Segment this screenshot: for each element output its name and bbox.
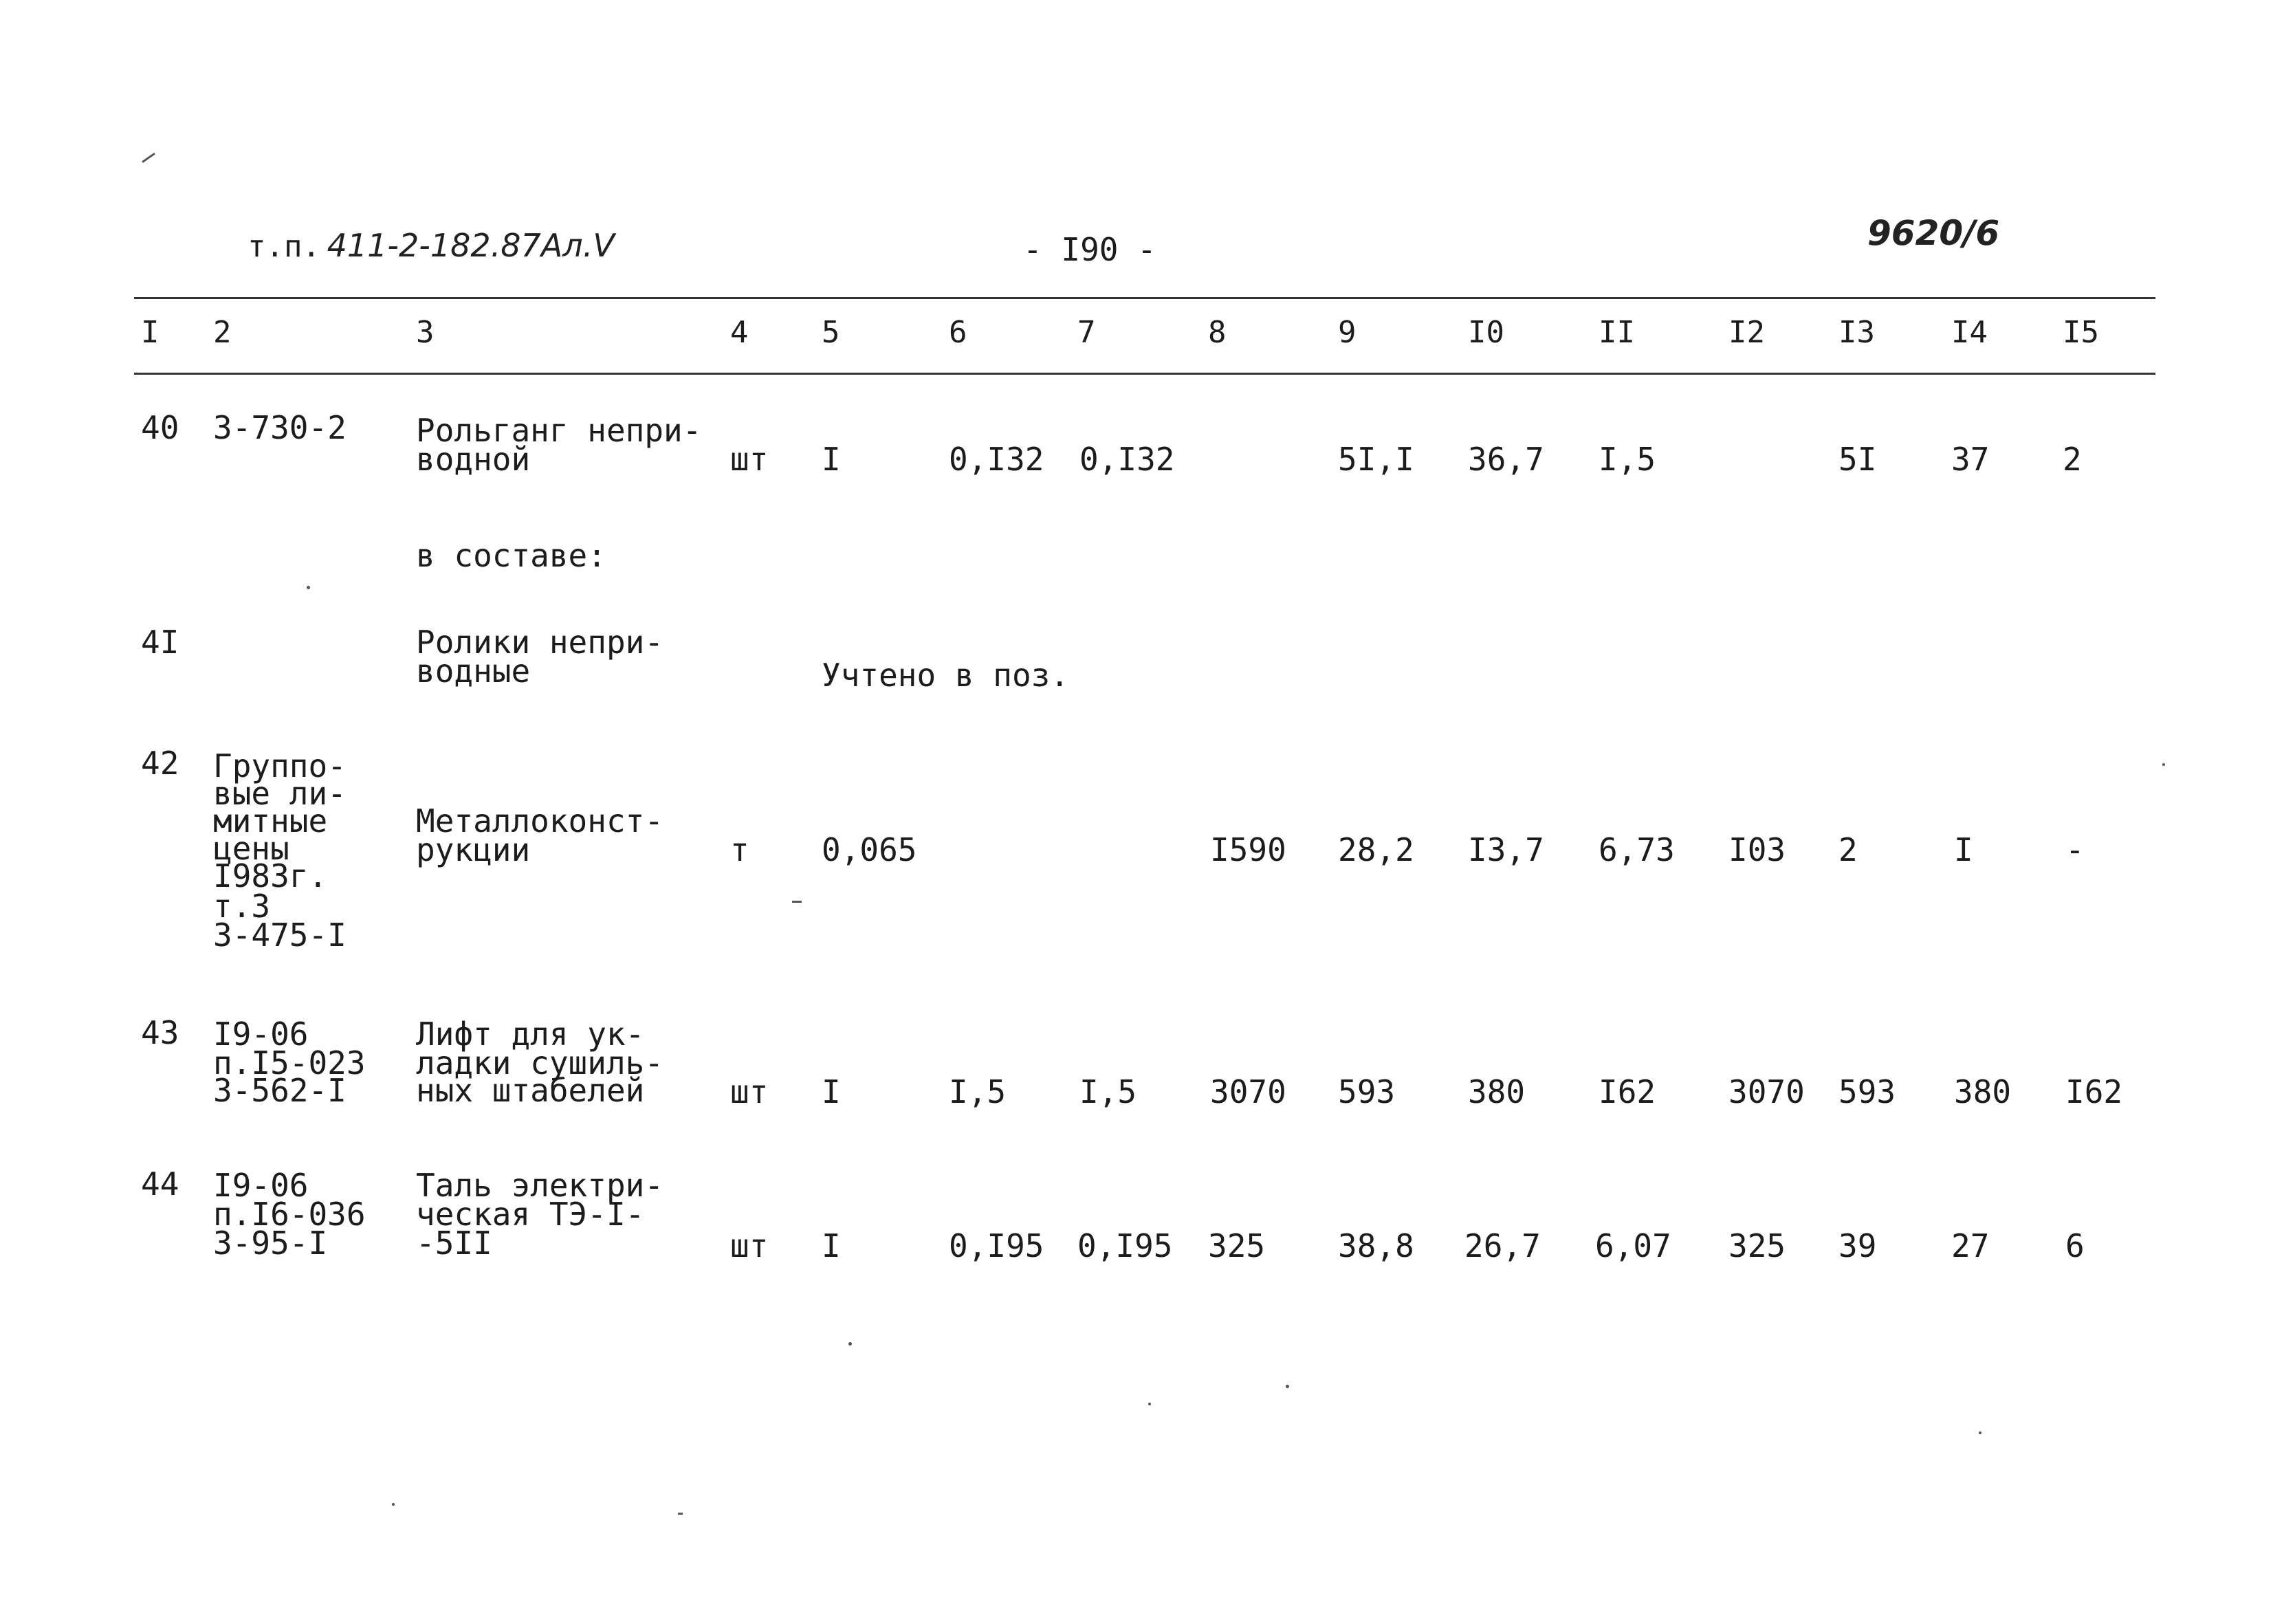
col-header-7: 7 — [1077, 315, 1096, 350]
row-col9: 593 — [1338, 1073, 1396, 1110]
row-name-line: водные — [416, 652, 531, 690]
row-name-line: Лифт для ук- — [416, 1016, 645, 1053]
scan-speck — [307, 586, 310, 589]
corner-mark — [142, 153, 155, 163]
row-col5: I — [822, 1227, 841, 1264]
row-col7: 0,I95 — [1077, 1227, 1173, 1264]
row-name-line: Металлоконст- — [416, 802, 664, 840]
col-header-5: 5 — [822, 315, 840, 350]
row-col6: 0,I32 — [949, 441, 1044, 478]
row-number: 42 — [141, 745, 179, 782]
scan-speck — [1979, 1431, 1981, 1434]
row-col6: I,5 — [949, 1073, 1007, 1110]
col-header-9: 9 — [1338, 315, 1357, 350]
scan-speck — [392, 1503, 395, 1506]
row-col10: 36,7 — [1468, 441, 1544, 478]
row-code-line: I9-06 — [213, 1167, 309, 1204]
row-name-line: ческая ТЭ-I- — [416, 1196, 645, 1233]
row-name-line: Ролики непри- — [416, 624, 664, 661]
row-col10: 26,7 — [1464, 1227, 1541, 1264]
row-col15: 6 — [2065, 1227, 2085, 1264]
row-name-line: ных штабелей — [416, 1072, 645, 1109]
row-name-line: Рольганг непри- — [416, 412, 702, 449]
doc-code-handwritten: 9620/6 — [1867, 213, 2000, 253]
row-col10: I3,7 — [1468, 831, 1544, 868]
row-code-line: п.I5-023 — [213, 1044, 366, 1082]
row-col6: 0,I95 — [949, 1227, 1044, 1264]
col-header-12: I2 — [1728, 315, 1765, 350]
row-code-line: т.3 — [213, 888, 271, 925]
col-header-6: 6 — [949, 315, 967, 350]
row-col13: 593 — [1838, 1073, 1896, 1110]
row-note: Учтено в поз. — [822, 657, 1070, 694]
row-col11: 6,73 — [1599, 831, 1675, 868]
row-col12: 325 — [1728, 1227, 1786, 1264]
col-header-3: 3 — [416, 315, 435, 350]
scan-speck — [848, 1342, 852, 1346]
row-col5: 0,065 — [822, 831, 917, 868]
doc-ref-prefix: т.п. — [248, 229, 320, 264]
row-unit: т — [730, 831, 749, 868]
row-code-line: I983г. — [213, 857, 328, 895]
row-name-line: водной — [416, 441, 531, 478]
row-col12: I03 — [1728, 831, 1786, 868]
row-name-line: Таль электри- — [416, 1167, 664, 1204]
row-col11: 6,07 — [1595, 1227, 1671, 1264]
row-col14: 27 — [1951, 1227, 1990, 1264]
row-col11: I62 — [1599, 1073, 1656, 1110]
col-header-4: 4 — [730, 315, 749, 350]
row-number: 4I — [141, 624, 179, 661]
row-col8: 325 — [1208, 1227, 1266, 1264]
row-code-line: 3-475-I — [213, 917, 347, 954]
row-number: 43 — [141, 1014, 179, 1051]
row-code-line: цены — [213, 830, 289, 867]
scan-speck — [1286, 1385, 1289, 1388]
row-col13: 5I — [1838, 441, 1877, 478]
scan-speck — [2162, 763, 2165, 766]
scan-speck — [792, 901, 802, 903]
row-col9: 38,8 — [1338, 1227, 1414, 1264]
row-col5: I — [822, 1073, 841, 1110]
row-code-line: п.I6-036 — [213, 1196, 366, 1233]
col-header-13: I3 — [1838, 315, 1875, 350]
row-col14: 37 — [1951, 441, 1990, 478]
doc-ref-handwritten: 411-2-182.87Ал.V — [327, 227, 615, 264]
col-header-8: 8 — [1208, 315, 1227, 350]
row-number: 40 — [141, 409, 179, 446]
row-code-line: Группо- — [213, 747, 347, 784]
row-col7: I,5 — [1079, 1073, 1137, 1110]
row-col7: 0,I32 — [1079, 441, 1175, 478]
col-header-15: I5 — [2063, 315, 2099, 350]
row-col15: - — [2065, 831, 2085, 868]
col-header-1: I — [141, 315, 160, 350]
subsection-label: в составе: — [416, 537, 606, 574]
header-top-rule — [134, 297, 2155, 299]
col-header-14: I4 — [1951, 315, 1988, 350]
row-col5: I — [822, 441, 841, 478]
row-number: 44 — [141, 1165, 179, 1203]
row-col14: I — [1954, 831, 1973, 868]
row-name-line: -5II — [416, 1225, 492, 1262]
row-unit: шт — [730, 1227, 769, 1264]
row-unit: шт — [730, 1073, 769, 1110]
row-col8: 3070 — [1210, 1073, 1286, 1110]
row-code-line: 3-95-I — [213, 1225, 328, 1262]
scan-speck — [1148, 1403, 1151, 1405]
row-col15: I62 — [2065, 1073, 2123, 1110]
col-header-2: 2 — [213, 315, 232, 350]
row-col9: 5I,I — [1338, 441, 1414, 478]
row-col10: 380 — [1468, 1073, 1526, 1110]
row-name-line: рукции — [416, 831, 531, 868]
row-code-line: вые ли- — [213, 775, 347, 812]
row-col13: 2 — [1838, 831, 1858, 868]
row-code-line: I9-06 — [213, 1016, 309, 1053]
row-code-line: 3-562-I — [213, 1072, 347, 1109]
doc-reference — [248, 227, 615, 264]
row-col14: 380 — [1954, 1073, 2012, 1110]
col-header-10: I0 — [1468, 315, 1504, 350]
row-col13: 39 — [1838, 1227, 1877, 1264]
row-col11: I,5 — [1599, 441, 1656, 478]
row-col9: 28,2 — [1338, 831, 1414, 868]
col-header-11: II — [1599, 315, 1635, 350]
page-number: - I90 - — [1023, 231, 1156, 268]
row-unit: шт — [730, 441, 769, 478]
row-col12: 3070 — [1728, 1073, 1805, 1110]
row-name-line: ладки сушиль- — [416, 1044, 664, 1082]
row-code: 3-730-2 — [213, 409, 347, 446]
row-col8: I590 — [1210, 831, 1286, 868]
row-col15: 2 — [2063, 441, 2082, 478]
header-bottom-rule — [134, 373, 2155, 375]
row-code-line: митные — [213, 802, 328, 840]
scan-speck — [678, 1513, 683, 1515]
